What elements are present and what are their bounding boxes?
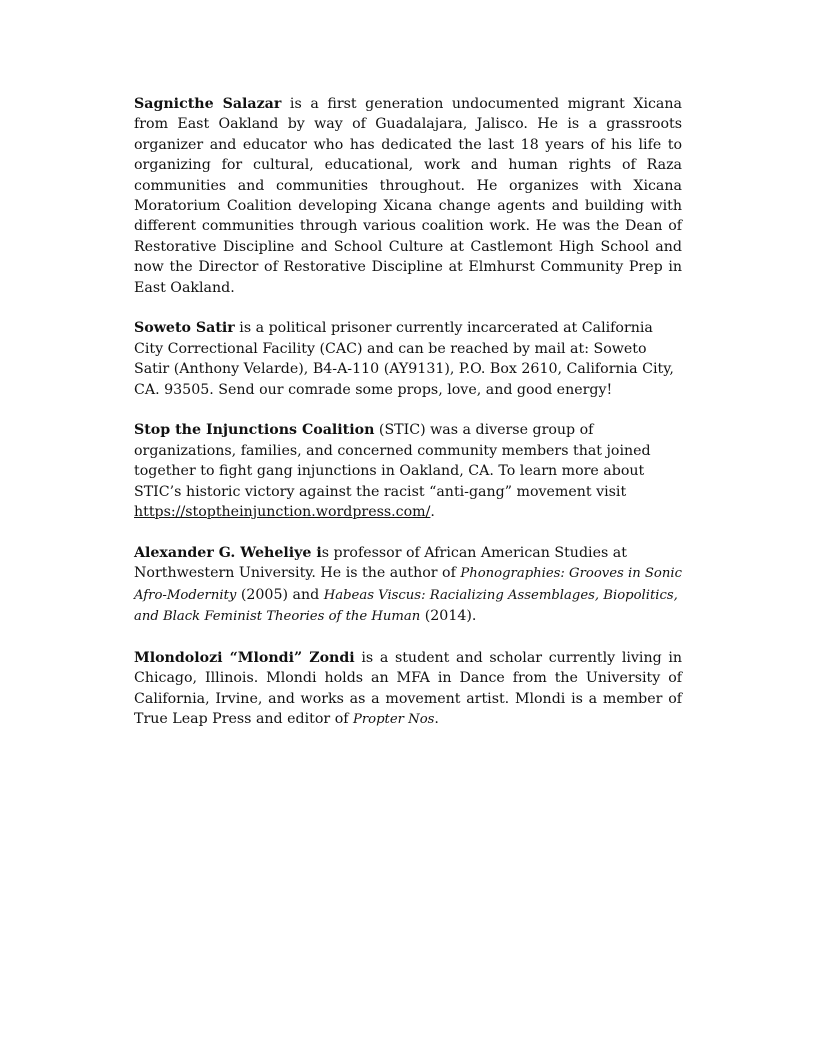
bio-text-end: . [430,504,435,521]
book-title-habeas-viscus: Habeas Viscus: Racializing Assemblages, Biopolitics, and Black Feminist Theories of the Human [134,587,678,625]
bio-text: (2005) and [236,586,324,603]
bio-text: (STIC) was a diverse group of organizations, families, and concerned community members that joined together to fight gang injunctions in Oakland, CA. To learn more about STIC’s historic victory against the racist “anti-gang” movement visit [134,422,651,500]
bio-name: Alexander G. Weheliye i [134,544,322,561]
bio-text: (2014). [420,608,477,625]
contributors-page [134,94,682,751]
bio-text: s professor of African American Studies at Northwestern University. He is the author of [134,544,627,582]
bio-name: Mlondolozi “Mlondi” Zondi [134,649,355,666]
bio-name: Sagnicthe Salazar [134,96,282,112]
journal-title-propter-nos: Propter Nos [353,712,435,728]
book-title-phonographies: Phonographies: Grooves in Sonic Afro-Modernity [134,566,682,603]
bio-sagnicthe-salazar [134,94,682,298]
bio-text: is a first generation undocumented migrant Xicana from East Oakland by way of Guadalajara, Jalisco. He is a grassroots organizer and educator who has dedicated the last 18 years of his life to organizing for cultural, educational, work and human rights of Raza communities and communities throughout. He organizes with Xicana Moratorium Coalition developing Xicana change agents and building with different communities through various coalition work. He was the Dean of Restorative Discipline and School Culture at Castlemont High School and now the Director of Restorative Discipline at Elmhurst Community Prep in East Oakland. [134,96,682,296]
stic-website-link[interactable]: https://stoptheinjunction.wordpress.com/ [134,504,431,521]
bio-name: Soweto Satir [134,320,235,337]
bio-name: Stop the Injunctions Coalition [134,422,375,439]
bio-mlondolozi-zondi [134,648,682,731]
bio-soweto-satir [134,318,682,400]
bio-alexander-weheliye [134,543,682,628]
bio-text: is a student and scholar currently living in Chicago, Illinois. Mlondi holds an MFA in Dance from the University of California, Irvine, and works as a movement artist. Mlondi is a member of True Leap Press and editor of [134,649,682,728]
bio-stop-the-injunctions-coalition [134,420,682,522]
bio-text: is a political prisoner currently incarcerated at California City Correctional Facility (CAC) and can be reached by mail at: Soweto Satir (Anthony Velarde), B4-A-110 (AY9131), P.O. Box 2610, California City, CA. 93505. Send our comrade some props, love, and good energy! [134,320,674,398]
bio-text: . [434,711,439,728]
